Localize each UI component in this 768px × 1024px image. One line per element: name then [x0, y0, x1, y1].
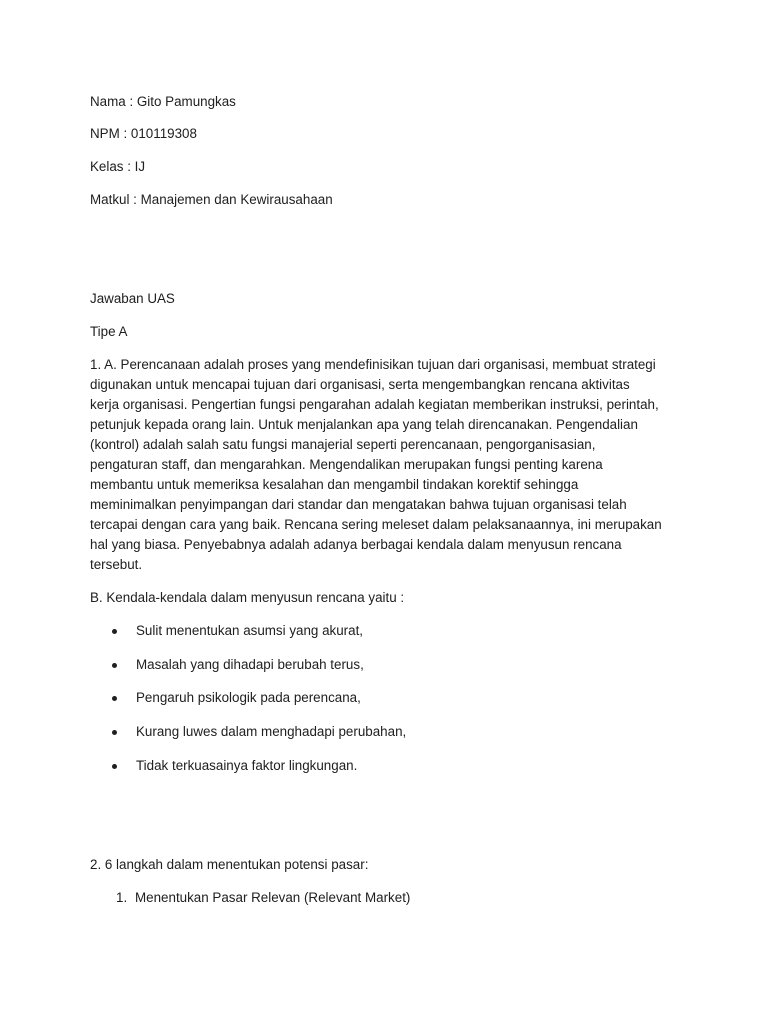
bullet-icon	[112, 629, 117, 634]
bullet-icon	[112, 730, 117, 735]
course-name: Matkul : Manajemen dan Kewirausahaan	[90, 192, 333, 207]
answer-1a-line: digunakan untuk mencapai tujuan dari organisasi, serta mengembangkan rencana aktivitas	[90, 377, 630, 392]
answer-1a-paragraph	[90, 355, 680, 575]
answer-1b-intro: B. Kendala-kendala dalam menyusun rencana yaitu :	[90, 590, 405, 605]
answer-2-intro: 2. 6 langkah dalam menentukan potensi pasar:	[90, 857, 369, 872]
answer-1a-line: petunjuk kepada orang lain. Untuk menjalankan apa yang telah direncanakan. Pengendalian	[90, 417, 638, 432]
answer-1a-line: hal yang biasa. Penyebabnya adalah adanya berbagai kendala dalam menyusun rencana	[90, 537, 622, 552]
answer-1a-line: meminimalkan penyimpangan dari standar dan mengatakan bahwa tujuan organisasi telah	[90, 497, 627, 512]
list-item-text: Menentukan Pasar Relevan (Relevant Market)	[135, 890, 411, 905]
answer-1a-line: membantu untuk memeriksa kesalahan dan mengambil tindakan korektif sehingga	[90, 477, 579, 492]
section-title: Jawaban UAS	[90, 291, 175, 306]
answer-1a-line: tercapai dengan cara yang baik. Rencana sering meleset dalam pelaksanaannya, ini merupakan	[90, 517, 662, 532]
answer-1a-line: (kontrol) adalah salah satu fungsi manajerial seperti perencanaan, pengorganisasian,	[90, 437, 596, 452]
document-page: Nama : Gito Pamungkas NPM : 010119308 Kelas : IJ Matkul : Manajemen dan Kewirausahaan Jawaban UAS Tipe A 1. A. Perencanaan adalah proses yang mendefinisikan tujuan dari organisasi, membuat strategi digunakan untuk mencapai tujuan dari organisasi, serta mengembangkan rencana aktivitas kerja organisasi. Pengertian fungsi pengarahan adalah kegiatan memberikan instruksi, perintah, petunjuk kepada orang lain. Untuk menjalankan apa yang telah direncanakan. Pengendalian (kontrol) adalah salah satu fungsi manajerial seperti perencanaan, pengorganisasian, pengaturan staff, dan mengarahkan. Mengendalikan merupakan fungsi penting karena membantu untuk memeriksa kesalahan dan mengambil tindakan korektif sehingga meminimalkan penyimpangan dari standar dan mengatakan bahwa tujuan organisasi telah tercapai dengan cara yang baik. Rencana sering meleset dalam pelaksanaannya, ini merupakan hal yang biasa. Penyebabnya adalah adanya berbagai kendala dalam menyusun rencana tersebut. B. Kendala-kendala dalam menyusun rencana yaitu : Sulit menentukan asumsi yang akurat, Masalah yang dihadapi berubah terus, Pengaruh psikologik pada perencana, Kurang luwes dalam menghadapi perubahan, Tidak terkuasainya faktor lingkungan. 2. 6 langkah dalam menentukan potensi pasar: 1. Menentukan Pasar Relevan (Relevant Market)	[90, 0, 680, 1024]
bullet-icon	[112, 764, 117, 769]
answer-1a-line: kerja organisasi. Pengertian fungsi pengarahan adalah kegiatan memberikan instruksi, perintah,	[90, 397, 659, 412]
student-class: Kelas : IJ	[90, 159, 146, 174]
bullet-icon	[112, 696, 117, 701]
answer-1a-line: pengaturan staff, dan mengarahkan. Mengendalikan merupakan fungsi penting karena	[90, 457, 603, 472]
student-name: Nama : Gito Pamungkas	[90, 94, 236, 109]
section-type: Tipe A	[90, 324, 128, 339]
answer-1a-line: 1. A. Perencanaan adalah proses yang mendefinisikan tujuan dari organisasi, membuat strategi	[90, 357, 656, 372]
bullet-icon	[112, 663, 117, 668]
student-npm: NPM : 010119308	[90, 126, 197, 141]
answer-1a-line: tersebut.	[90, 557, 143, 572]
list-number: 1.	[116, 890, 128, 905]
